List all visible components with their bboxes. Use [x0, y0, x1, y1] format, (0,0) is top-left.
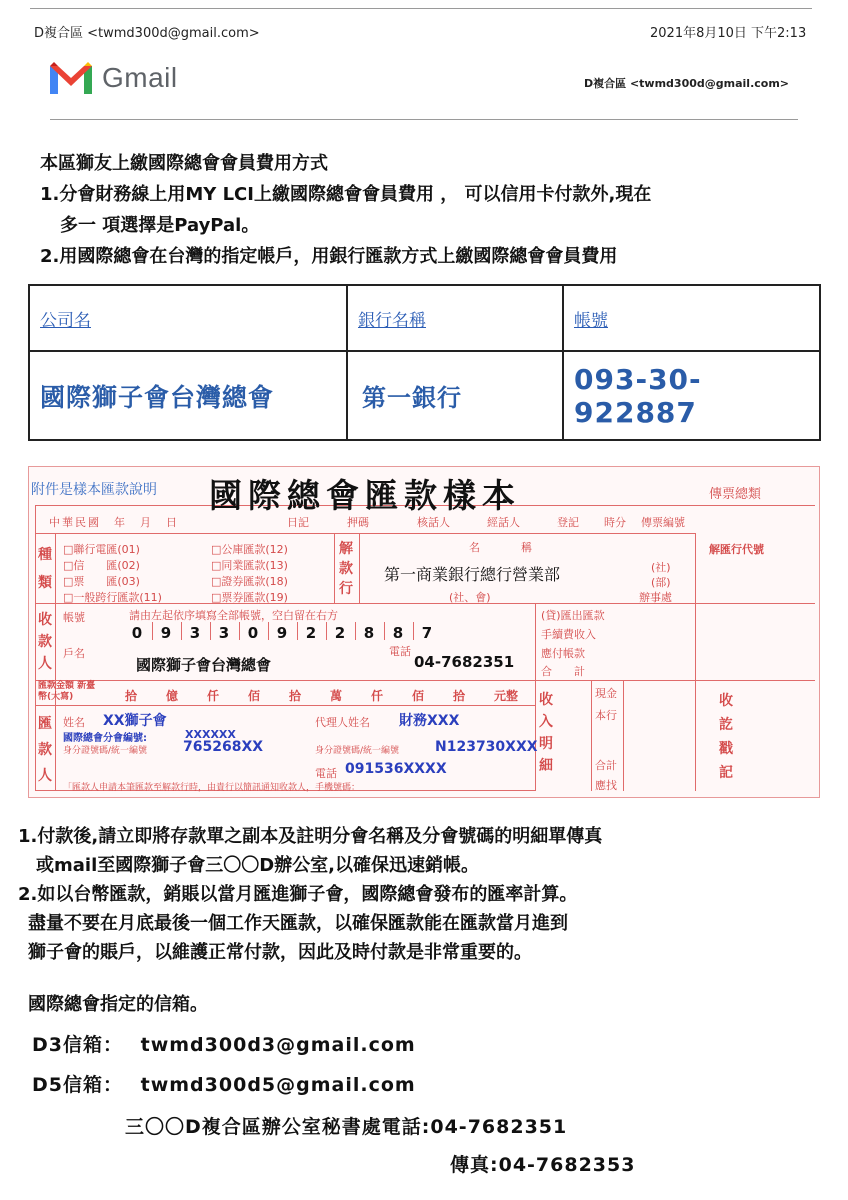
- type-right-4: □票券匯款(19): [211, 591, 288, 604]
- remittance-sample-form: [28, 466, 820, 798]
- date-col-2: 押碼: [347, 516, 369, 529]
- acct-instruction: 請由左起依序填寫全部帳號，空白留在右方: [129, 609, 338, 622]
- date-col-6: 時分: [604, 516, 626, 529]
- sample-bank-name: 第一商業銀行總行營業部: [384, 565, 561, 584]
- amount-unit: 萬: [330, 689, 343, 703]
- d3-mailbox-row: [32, 1030, 416, 1057]
- loan-item-2: 手續費收入: [541, 628, 596, 641]
- date-label: 中華民國 年 月 日: [49, 516, 179, 529]
- receipt-item-4: 應找: [595, 779, 617, 792]
- instruction-line-5: 獅子會的賬戶，以維護正常付款，因此及時付款是非常重要的。: [28, 942, 532, 963]
- branch-suffix-1: (社): [651, 561, 671, 574]
- club-code: XXXXXX: [185, 728, 236, 741]
- remitter-phone-label: 電話: [315, 767, 337, 780]
- branch-suffix-3: 辦事處: [639, 591, 672, 604]
- type-label: 種類: [38, 547, 52, 591]
- type-right-3: □證券匯款(18): [211, 575, 288, 588]
- intro-line-4: 2.用國際總會在台灣的指定帳戶，用銀行匯款方式上繳國際總會會員費用: [40, 246, 618, 267]
- gmail-m-icon: [50, 62, 92, 94]
- office-fax: 傳真:04-7682353: [450, 1154, 636, 1176]
- branch-suffix-2: (部): [651, 576, 671, 589]
- payee-phone: 04-7682351: [414, 653, 515, 671]
- bank-name: 第一銀行: [347, 351, 563, 440]
- company-name: 國際獅子會台灣總會: [29, 351, 347, 440]
- amount-unit: 億: [166, 689, 179, 703]
- d3-label: D3信箱：: [32, 1034, 123, 1056]
- acct-digit: 3: [218, 624, 230, 642]
- acct-digit: 8: [363, 624, 375, 642]
- top-rule: [30, 8, 812, 9]
- amount-unit: 仟: [207, 689, 220, 703]
- d5-mailbox-row: [32, 1070, 416, 1097]
- amount-unit: 仟: [371, 689, 384, 703]
- intro-text: [40, 148, 651, 272]
- acct-digit: 0: [131, 624, 143, 642]
- date-col-5: 登記: [557, 516, 579, 529]
- type-left-2: □信 匯(02): [63, 559, 140, 572]
- instructions: [18, 822, 602, 967]
- form-title: 國際總會匯款樣本: [209, 476, 521, 515]
- loan-item-4: 合 計: [541, 665, 585, 678]
- acct-digit: 2: [334, 624, 346, 642]
- agent-label: 代理人姓名: [315, 716, 370, 729]
- remitter-id: 765268XX: [183, 739, 264, 755]
- id-label: 身分證號碼/統一編號: [63, 746, 148, 756]
- receipt-item-2: 本行: [595, 709, 617, 722]
- amount-unit: 拾: [289, 689, 302, 703]
- acct-name-label: 戶名: [63, 647, 85, 660]
- remitter-name-label: 姓名: [63, 716, 85, 729]
- name-header: 名 稱: [469, 541, 534, 554]
- date-col-1: 日記: [287, 516, 309, 529]
- amount-unit: 佰: [412, 689, 425, 703]
- loan-item-1: (貸)匯出匯款: [541, 609, 605, 622]
- acct-digit: 0: [247, 624, 259, 642]
- bank-section-label: 解款行: [339, 541, 353, 597]
- form-footer-note: 「匯款人申請本筆匯款至解款行時，由貴行以簡訊通知收款人，手機號碼：: [63, 783, 361, 793]
- d5-label: D5信箱：: [32, 1074, 123, 1096]
- acct-label: 帳號: [63, 611, 85, 624]
- instruction-line-4: 盡量不要在月底最後一個工作天匯款，以確保匯款能在匯款當月進到: [28, 913, 568, 934]
- type-right-2: □同業匯款(13): [211, 559, 288, 572]
- header-company[interactable]: 公司名: [29, 285, 347, 351]
- type-left-4: □一般跨行匯款(11): [63, 591, 162, 604]
- d3-email[interactable]: twmd300d3@gmail.com: [140, 1034, 416, 1056]
- remitter-name: XX獅子會: [103, 713, 167, 729]
- acct-digit: 2: [305, 624, 317, 642]
- instruction-line-2: 或mail至國際獅子會三〇〇D辦公室,以確保迅速銷帳。: [36, 855, 480, 876]
- acct-digit: 8: [392, 624, 404, 642]
- amount-unit: 拾: [453, 689, 466, 703]
- intro-line-3: 多一 項選擇是PayPal。: [60, 215, 260, 236]
- receipt-item-3: 合計: [595, 759, 617, 772]
- agent-name: 財務XXX: [399, 713, 460, 729]
- bank-sub-label: (社、會): [449, 591, 491, 604]
- payee-name: 國際獅子會台灣總會: [136, 656, 272, 674]
- date-col-4: 經話人: [487, 516, 520, 529]
- amount-unit: 拾: [125, 689, 138, 703]
- email-date: 2021年8月10日 下午2:13: [650, 26, 807, 41]
- receipt-item-1: 現金: [595, 687, 617, 700]
- header-rule: [50, 119, 798, 120]
- amount-unit: 佰: [248, 689, 261, 703]
- agent-id-label: 身分證號碼/統一編號: [315, 746, 400, 756]
- sender-line: D複合區 <twmd300d@gmail.com>: [34, 26, 260, 41]
- date-col-7: 傳票編號: [641, 516, 685, 529]
- intro-line-1: 本區獅友上繳國際總會會員費用方式: [40, 153, 328, 174]
- acct-digit: 9: [276, 624, 288, 642]
- header-account[interactable]: 帳號: [563, 285, 820, 351]
- office-phone: 三〇〇D複合區辦公室秘書處電話:04-7682351: [125, 1116, 568, 1138]
- mailbox-heading: 國際總會指定的信箱。: [28, 994, 208, 1015]
- attachment-note: 附件是樣本匯款說明: [31, 482, 157, 498]
- agent-id: N123730XXX: [435, 739, 538, 755]
- receiver-label: 收款人: [38, 612, 52, 672]
- amount-unit: 元整: [494, 689, 519, 703]
- acct-digit: 9: [160, 624, 172, 642]
- receipt-label: 收入明細: [539, 692, 553, 774]
- instruction-line-3: 2.如以台幣匯款，銷賬以當月匯進獅子會，國際總會發布的匯率計算。: [18, 884, 578, 905]
- ticket-type-label: 傳票總類: [709, 487, 762, 502]
- recipient-line: D複合區 <twmd300d@gmail.com>: [584, 77, 790, 90]
- header-bank[interactable]: 銀行名稱: [347, 285, 563, 351]
- acct-phone-label: 電話: [389, 645, 411, 658]
- amount-label: 匯款金額 新臺幣(大寫): [38, 681, 96, 702]
- date-col-3: 核話人: [417, 516, 450, 529]
- account-number: 093-30-922887: [563, 351, 820, 440]
- acct-digit: 7: [421, 624, 433, 642]
- type-left-3: □票 匯(03): [63, 575, 140, 588]
- intro-line-2: 1.分會財務線上用MY LCI上繳國際總會會員費用 ， 可以信用卡付款外,現在: [40, 184, 652, 205]
- record-label: 收訖戳記: [719, 693, 733, 781]
- type-right-1: □公庫匯款(12): [211, 543, 288, 556]
- gmail-wordmark: Gmail: [102, 62, 178, 93]
- account-table: [28, 284, 821, 441]
- d5-email[interactable]: twmd300d5@gmail.com: [140, 1074, 416, 1096]
- agency-code-label: 解匯行代號: [709, 543, 764, 556]
- remitter-label: 匯款人: [38, 716, 52, 784]
- club-code-label: 國際總會分會編號:: [63, 733, 147, 744]
- remitter-phone: 091536XXXX: [345, 761, 447, 777]
- acct-digit: 3: [189, 624, 201, 642]
- gmail-logo: [50, 62, 178, 94]
- instruction-line-1: 1.付款後,請立即將存款單之副本及註明分會名稱及分會號碼的明細單傳真: [18, 826, 603, 847]
- type-left-1: □聯行電匯(01): [63, 543, 140, 556]
- loan-item-3: 應付帳款: [541, 647, 585, 660]
